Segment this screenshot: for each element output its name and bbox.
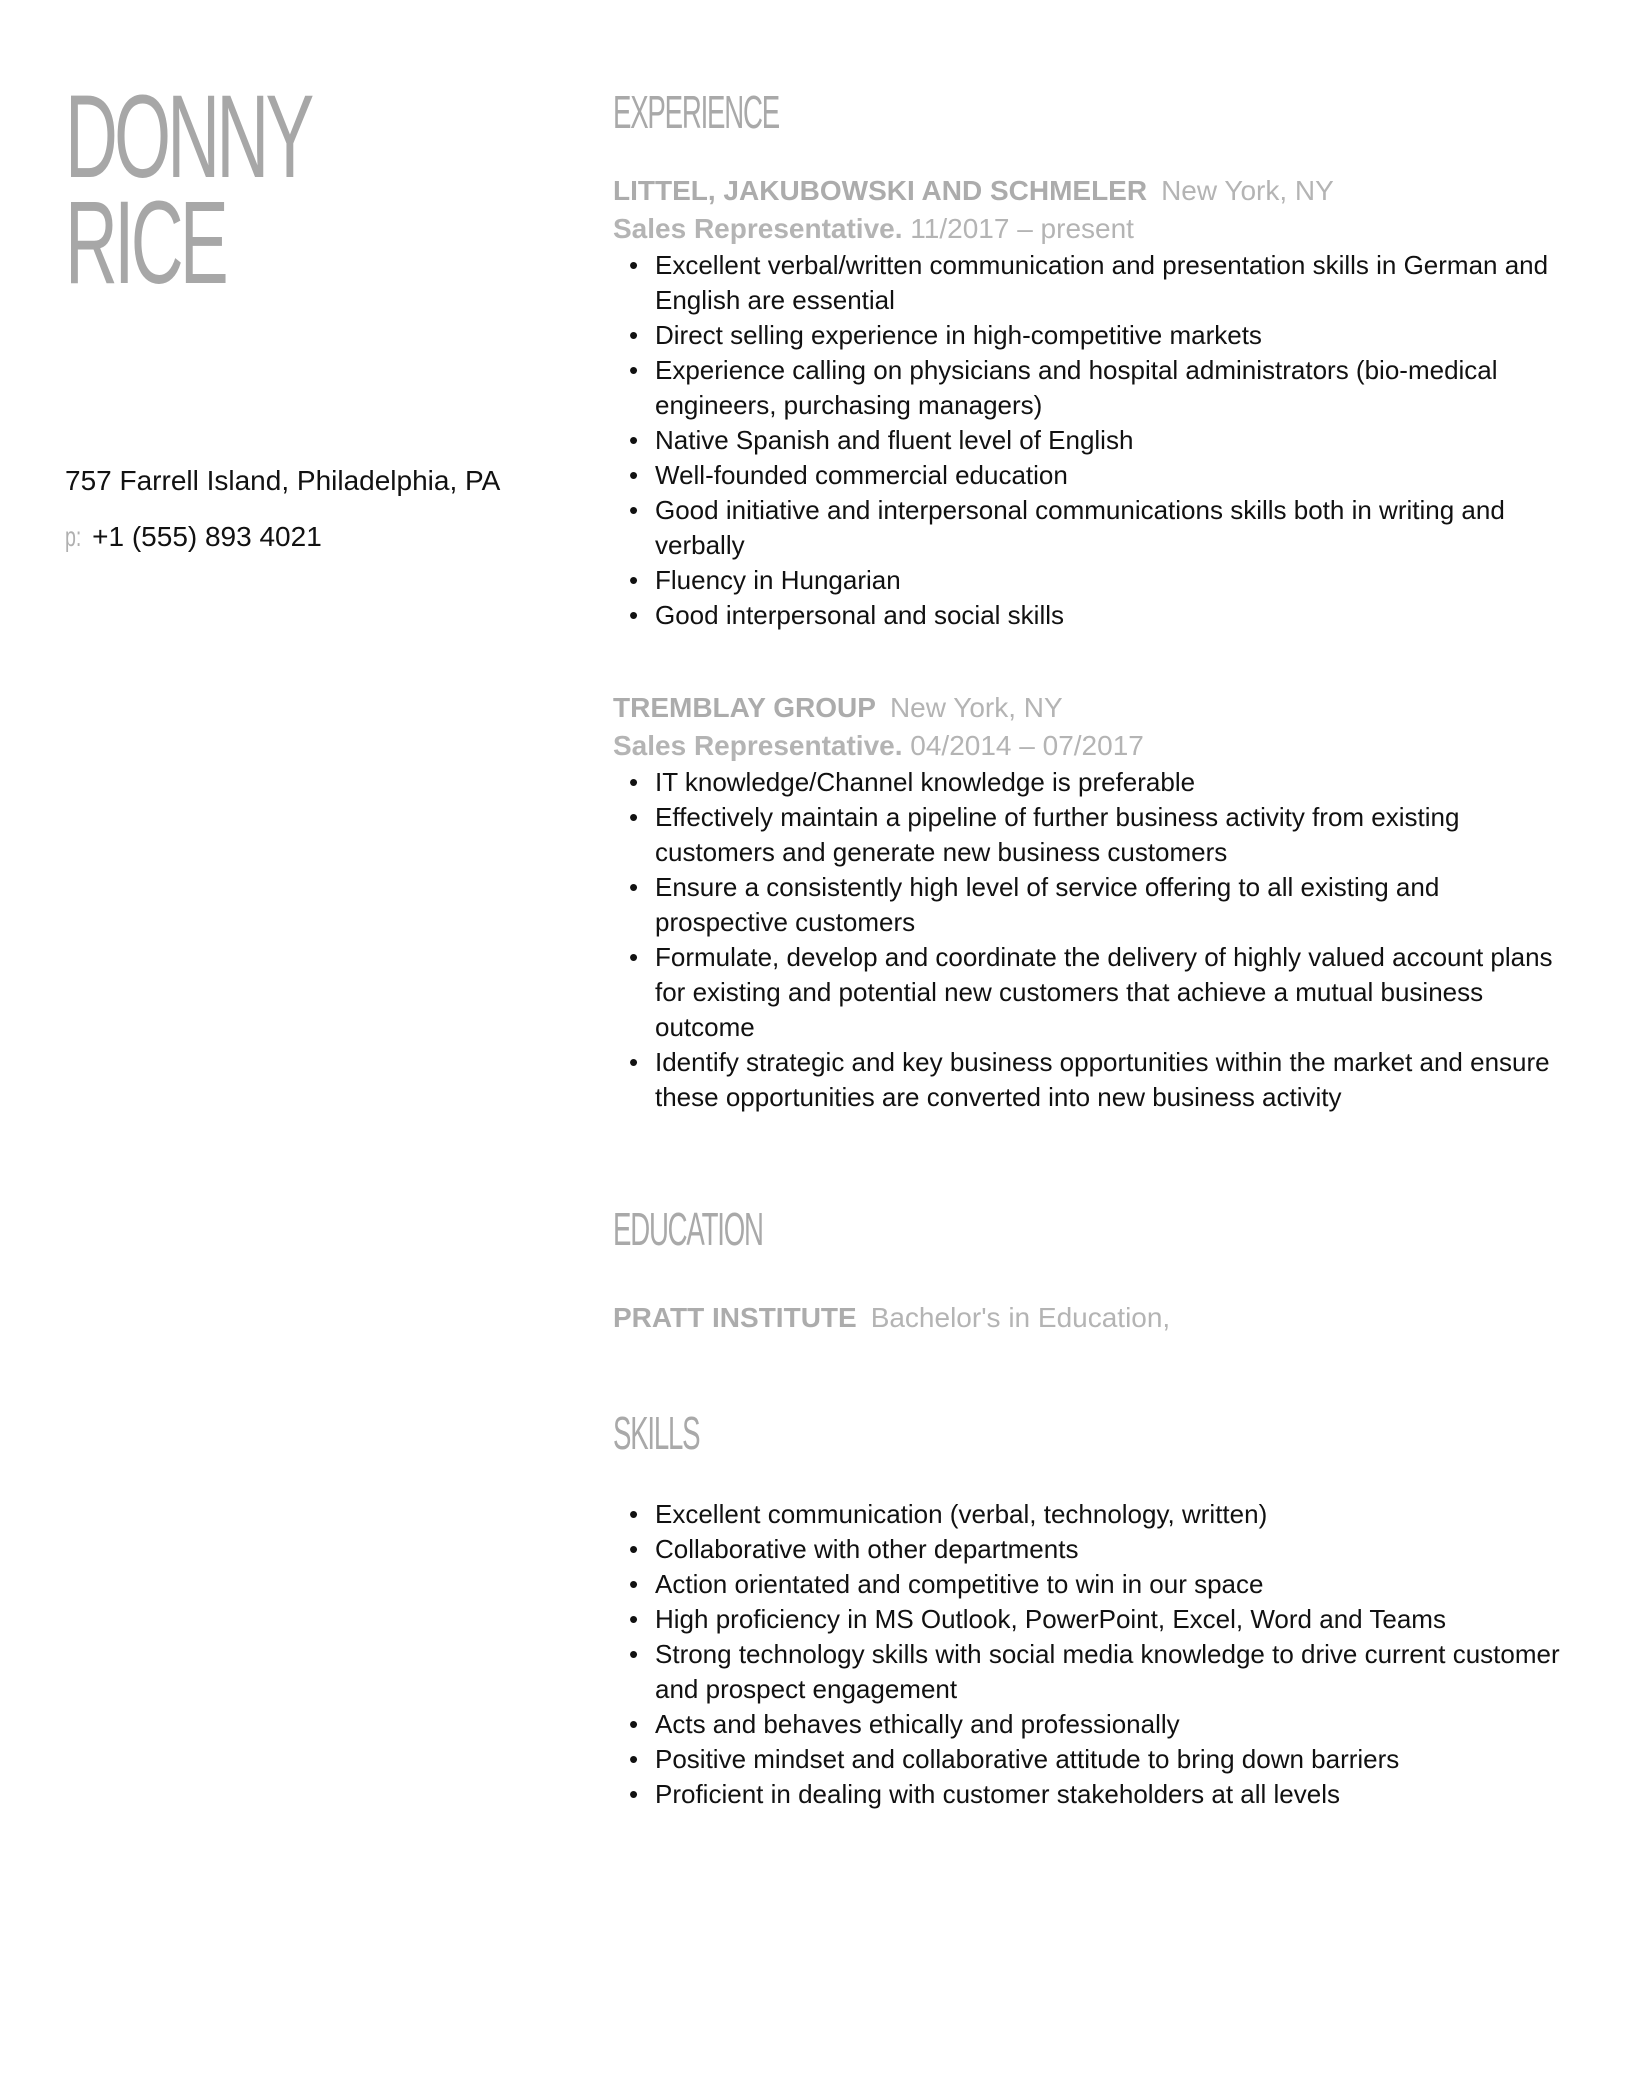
job-entry — [613, 689, 1563, 1115]
education-entry — [613, 1299, 1563, 1337]
list-item: • Excellent verbal/written communication and presentation skills in German and English are essential — [655, 248, 1563, 318]
list-item: • Proficient in dealing with customer stakeholders at all levels — [655, 1777, 1563, 1812]
list-item: • Direct selling experience in high-competitive markets — [655, 318, 1563, 353]
candidate-name — [65, 71, 387, 309]
phone-line — [65, 519, 322, 555]
list-item: • Strong technology skills with social media knowledge to drive current customer and prospect engagement — [655, 1637, 1563, 1707]
list-item: • Native Spanish and fluent level of English — [655, 423, 1563, 458]
company-name: LITTEL, JAKUBOWSKI AND SCHMELER — [613, 175, 1148, 206]
skills-list — [613, 1497, 1563, 1812]
list-item: • Experience calling on physicians and hospital administrators (bio-medical engineers, purchasing managers) — [655, 353, 1563, 423]
first-name: DONNY — [65, 71, 311, 203]
list-item: • High proficiency in MS Outlook, PowerPoint, Excel, Word and Teams — [655, 1602, 1563, 1637]
job-dates: 11/2017 – present — [910, 213, 1134, 244]
job-entry — [613, 172, 1563, 633]
resume-body — [613, 86, 1563, 1812]
list-item: • Identify strategic and key business opportunities within the market and ensure these opportunities are converted into new business activity — [655, 1045, 1563, 1115]
profile-header — [65, 71, 585, 309]
job-bullets — [613, 765, 1563, 1115]
job-location: New York, NY — [889, 692, 1063, 723]
list-item: • Effectively maintain a pipeline of further business activity from existing customers and generate new business customers — [655, 800, 1563, 870]
job-role: Sales Representative. — [613, 213, 903, 244]
list-item: • Well-founded commercial education — [655, 458, 1563, 493]
list-item: • Collaborative with other departments — [655, 1532, 1563, 1567]
last-name: RICE — [65, 177, 225, 309]
list-item: • Formulate, develop and coordinate the delivery of highly valued account plans for existing and potential new customers that achieve a mutual business outcome — [655, 940, 1563, 1045]
list-item: • Ensure a consistently high level of service offering to all existing and prospective customers — [655, 870, 1563, 940]
job-header — [613, 689, 1563, 727]
list-item: • Good initiative and interpersonal communications skills both in writing and verbally — [655, 493, 1563, 563]
list-item: • IT knowledge/Channel knowledge is preferable — [655, 765, 1563, 800]
skills-title: SKILLS — [613, 1407, 700, 1459]
phone-label: p: — [65, 521, 82, 552]
job-header — [613, 172, 1563, 210]
job-subheader — [613, 210, 1563, 248]
job-dates: 04/2014 – 07/2017 — [910, 730, 1144, 761]
phone-number: +1 (555) 893 4021 — [92, 521, 322, 552]
experience-title: EXPERIENCE — [613, 86, 779, 138]
list-item: • Acts and behaves ethically and professionally — [655, 1707, 1563, 1742]
list-item: • Action orientated and competitive to win in our space — [655, 1567, 1563, 1602]
education-title: EDUCATION — [613, 1203, 763, 1255]
school-name: PRATT INSTITUTE — [613, 1302, 857, 1333]
job-bullets — [613, 248, 1563, 633]
degree: Bachelor's in Education, — [870, 1302, 1171, 1333]
list-item: • Positive mindset and collaborative attitude to bring down barriers — [655, 1742, 1563, 1777]
list-item: • Excellent communication (verbal, technology, written) — [655, 1497, 1563, 1532]
company-name: TREMBLAY GROUP — [613, 692, 876, 723]
list-item: • Good interpersonal and social skills — [655, 598, 1563, 633]
job-subheader — [613, 727, 1563, 765]
job-location: New York, NY — [1161, 175, 1334, 206]
address: 757 Farrell Island, Philadelphia, PA — [65, 465, 501, 496]
job-role: Sales Representative. — [613, 730, 903, 761]
list-item: • Fluency in Hungarian — [655, 563, 1563, 598]
